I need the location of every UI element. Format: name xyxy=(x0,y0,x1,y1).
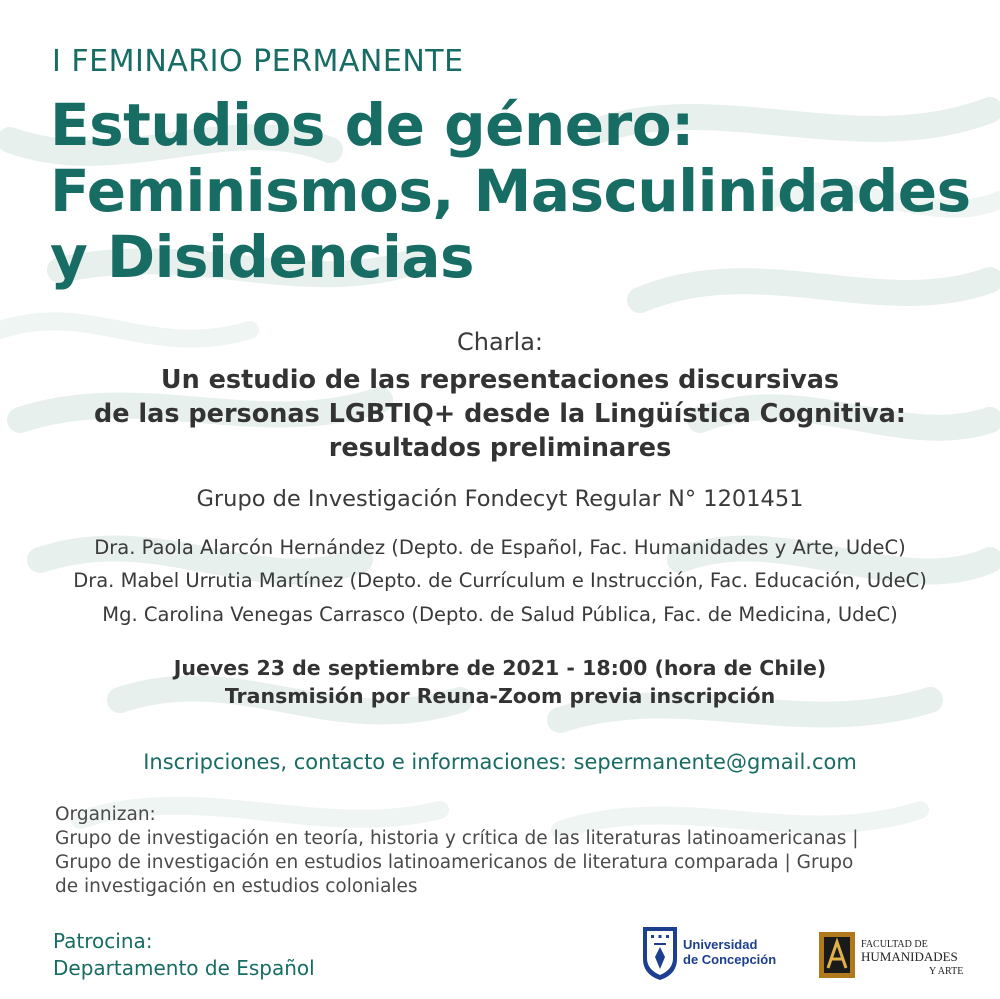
research-group: Grupo de Investigación Fondecyt Regular N° 1201451 xyxy=(196,486,804,512)
udec-logo-text-1: Universidad xyxy=(683,937,758,952)
talk-title xyxy=(0,363,1000,465)
organizers xyxy=(55,803,955,899)
sponsor-name: Departamento de Español xyxy=(53,956,315,980)
sponsor-label: Patrocina: xyxy=(53,929,153,953)
event-broadcast: Transmisión por Reuna-Zoom previa inscripción xyxy=(224,684,776,708)
organizers-line: de investigación en estudios coloniales xyxy=(55,876,418,897)
contact-line: Inscripciones, contacto e informaciones: sepermanente@gmail.com xyxy=(143,750,857,774)
udec-logo xyxy=(641,925,776,981)
event-details xyxy=(0,654,1000,710)
title-line: Estudios de género: xyxy=(50,91,694,159)
speaker: Dra. Mabel Urrutia Martínez (Depto. de Currículum e Instrucción, Fac. Educación, UdeC) xyxy=(73,569,927,592)
talk-label: Charla: xyxy=(456,328,543,356)
faculty-logo-text-3: Y ARTE xyxy=(929,966,964,977)
faculty-logo-text-2: HUMANIDADES xyxy=(861,949,958,964)
sponsor xyxy=(53,928,315,982)
udec-logo-text-2: de Concepción xyxy=(683,952,776,967)
event-date: Jueves 23 de septiembre de 2021 - 18:00 (hora de Chile) xyxy=(173,656,827,680)
title-line: y Disidencias xyxy=(50,223,474,291)
organizers-line: Grupo de investigación en estudios latinoamericanos de literatura comparada | Grupo xyxy=(55,852,854,873)
title-line: Feminismos, Masculinidades xyxy=(50,157,971,225)
event-title xyxy=(50,92,990,290)
faculty-logo xyxy=(817,930,977,980)
organizers-line: Grupo de investigación en teoría, historia y crítica de las literaturas latinoamericanas | xyxy=(55,828,859,849)
talk-title-line: de las personas LGBTIQ+ desde la Lingüística Cognitiva: xyxy=(93,399,906,429)
speaker: Mg. Carolina Venegas Carrasco (Depto. de Salud Pública, Fac. de Medicina, UdeC) xyxy=(102,603,898,626)
organizers-label: Organizan: xyxy=(55,804,156,825)
series-label: I FEMINARIO PERMANENTE xyxy=(52,44,464,79)
talk-title-line: resultados preliminares xyxy=(328,433,672,463)
faculty-logo-text-1: FACULTAD DE xyxy=(861,939,928,950)
talk-title-line: Un estudio de las representaciones discursivas xyxy=(160,365,840,395)
speaker: Dra. Paola Alarcón Hernández (Depto. de Español, Fac. Humanidades y Arte, UdeC) xyxy=(94,536,906,559)
